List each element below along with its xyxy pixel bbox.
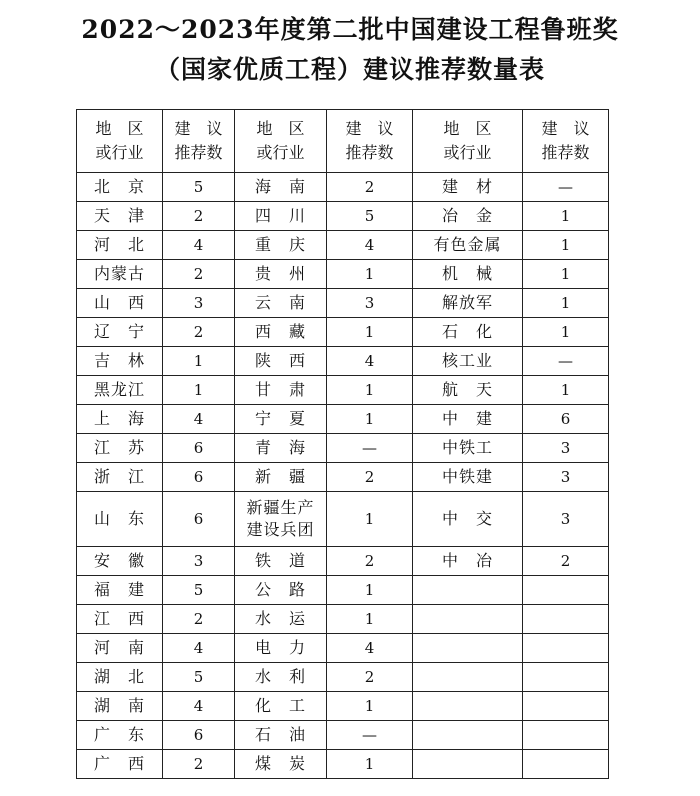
region-cell-line2: 建设兵团	[246, 520, 315, 539]
region-cell: 冶 金	[413, 202, 523, 231]
count-cell: 5	[163, 663, 235, 692]
count-cell: 2	[163, 260, 235, 289]
count-cell: 6	[163, 492, 235, 547]
header-region-line1: 地 区	[256, 119, 305, 138]
region-cell: 山 东	[77, 492, 163, 547]
count-cell: 2	[163, 202, 235, 231]
table-row	[77, 634, 609, 663]
region-cell: 内蒙古	[77, 260, 163, 289]
region-cell: 煤 炭	[235, 750, 327, 779]
header-count-line1: 建 议	[541, 119, 590, 138]
region-cell: 有色金属	[413, 231, 523, 260]
region-cell: 四 川	[235, 202, 327, 231]
header-count-line2: 推荐数	[541, 143, 590, 162]
count-cell: 1	[327, 260, 413, 289]
table-row	[77, 492, 609, 547]
count-cell: 6	[163, 463, 235, 492]
header-count	[163, 110, 235, 173]
region-cell: 陕 西	[235, 347, 327, 376]
count-cell: 3	[327, 289, 413, 318]
region-cell	[413, 692, 523, 721]
table-row	[77, 721, 609, 750]
table-row	[77, 347, 609, 376]
region-cell: 中 交	[413, 492, 523, 547]
table-row	[77, 663, 609, 692]
count-cell	[523, 634, 609, 663]
count-cell: 1	[523, 231, 609, 260]
count-cell: 2	[163, 318, 235, 347]
header-region	[413, 110, 523, 173]
count-cell: 5	[163, 576, 235, 605]
region-cell: 宁 夏	[235, 405, 327, 434]
region-cell: 河 北	[77, 231, 163, 260]
header-region	[77, 110, 163, 173]
count-cell: 3	[523, 463, 609, 492]
count-cell: —	[327, 434, 413, 463]
region-cell: 电 力	[235, 634, 327, 663]
region-cell: 中铁工	[413, 434, 523, 463]
region-cell: 北 京	[77, 173, 163, 202]
table-row	[77, 750, 609, 779]
count-cell: 4	[163, 692, 235, 721]
count-cell	[523, 576, 609, 605]
count-cell: 1	[327, 376, 413, 405]
table-header	[77, 110, 609, 173]
count-cell: 1	[327, 576, 413, 605]
region-cell: 海 南	[235, 173, 327, 202]
region-cell: 铁 道	[235, 547, 327, 576]
region-cell: 核工业	[413, 347, 523, 376]
region-cell	[413, 576, 523, 605]
region-cell: 山 西	[77, 289, 163, 318]
count-cell: 1	[163, 347, 235, 376]
region-cell: 公 路	[235, 576, 327, 605]
count-cell: 1	[327, 605, 413, 634]
count-cell: 4	[163, 634, 235, 663]
region-cell: 中铁建	[413, 463, 523, 492]
count-cell	[523, 692, 609, 721]
count-cell: —	[523, 347, 609, 376]
document-title-line2: （国家优质工程）建议推荐数量表	[154, 55, 545, 84]
table-row	[77, 173, 609, 202]
region-cell: 安 徽	[77, 547, 163, 576]
table-row	[77, 576, 609, 605]
header-count-line2: 推荐数	[174, 143, 223, 162]
table-row	[77, 405, 609, 434]
region-cell: 广 东	[77, 721, 163, 750]
region-cell: 广 西	[77, 750, 163, 779]
header-region-line1: 地 区	[443, 119, 492, 138]
header-count	[523, 110, 609, 173]
header-count-line1: 建 议	[345, 119, 394, 138]
region-cell: 机 械	[413, 260, 523, 289]
count-cell: 4	[327, 634, 413, 663]
region-cell: 重 庆	[235, 231, 327, 260]
document-title-line1: 2022～2023年度第二批中国建设工程鲁班奖	[81, 15, 619, 44]
count-cell: 2	[163, 750, 235, 779]
region-cell: 贵 州	[235, 260, 327, 289]
count-cell: 4	[163, 231, 235, 260]
count-cell: 4	[163, 405, 235, 434]
count-cell: 6	[523, 405, 609, 434]
region-cell	[413, 663, 523, 692]
region-cell	[413, 750, 523, 779]
region-cell: 黑龙江	[77, 376, 163, 405]
region-cell: 青 海	[235, 434, 327, 463]
table-body	[77, 173, 609, 779]
count-cell: 1	[327, 750, 413, 779]
header-row	[77, 110, 609, 173]
region-cell-line1: 新疆生产	[246, 498, 315, 517]
table-row	[77, 231, 609, 260]
region-cell: 水 运	[235, 605, 327, 634]
region-cell: 中 建	[413, 405, 523, 434]
count-cell: 1	[523, 260, 609, 289]
region-cell: 西 藏	[235, 318, 327, 347]
header-count-line1: 建 议	[174, 119, 223, 138]
region-cell: 建 材	[413, 173, 523, 202]
region-cell: 云 南	[235, 289, 327, 318]
region-cell: 石 油	[235, 721, 327, 750]
count-cell: 1	[163, 376, 235, 405]
count-cell: 1	[327, 492, 413, 547]
region-cell: 河 南	[77, 634, 163, 663]
region-cell: 化 工	[235, 692, 327, 721]
region-cell: 水 利	[235, 663, 327, 692]
count-cell: —	[523, 173, 609, 202]
count-cell: 6	[163, 721, 235, 750]
header-region-line1: 地 区	[95, 119, 144, 138]
count-cell	[523, 605, 609, 634]
region-cell: 甘 肃	[235, 376, 327, 405]
count-cell: 2	[327, 173, 413, 202]
region-cell: 江 苏	[77, 434, 163, 463]
region-cell: 石 化	[413, 318, 523, 347]
region-cell: 辽 宁	[77, 318, 163, 347]
region-cell: 浙 江	[77, 463, 163, 492]
count-cell: 6	[163, 434, 235, 463]
count-cell: 1	[523, 376, 609, 405]
header-count	[327, 110, 413, 173]
count-cell: 5	[327, 202, 413, 231]
table-row	[77, 202, 609, 231]
table-row	[77, 434, 609, 463]
table-row	[77, 260, 609, 289]
region-cell	[235, 492, 327, 547]
region-cell: 福 建	[77, 576, 163, 605]
region-cell: 新 疆	[235, 463, 327, 492]
count-cell	[523, 721, 609, 750]
table-row	[77, 692, 609, 721]
count-cell: 1	[523, 318, 609, 347]
count-cell: 3	[163, 289, 235, 318]
table-row	[77, 605, 609, 634]
count-cell: 1	[327, 405, 413, 434]
count-cell: 1	[327, 318, 413, 347]
count-cell	[523, 750, 609, 779]
table-row	[77, 547, 609, 576]
region-cell	[413, 634, 523, 663]
region-cell: 湖 北	[77, 663, 163, 692]
count-cell: 1	[523, 289, 609, 318]
header-region-line2: 或行业	[443, 143, 492, 162]
table-row	[77, 376, 609, 405]
count-cell: 1	[523, 202, 609, 231]
header-region-line2: 或行业	[256, 143, 305, 162]
count-cell	[523, 663, 609, 692]
region-cell	[413, 721, 523, 750]
header-count-line2: 推荐数	[345, 143, 394, 162]
region-cell: 航 天	[413, 376, 523, 405]
region-cell	[413, 605, 523, 634]
region-cell: 上 海	[77, 405, 163, 434]
table-row	[77, 318, 609, 347]
header-region-line2: 或行业	[95, 143, 144, 162]
count-cell: 3	[523, 492, 609, 547]
recommendation-table	[76, 109, 609, 779]
count-cell: 4	[327, 231, 413, 260]
count-cell: —	[327, 721, 413, 750]
count-cell: 2	[327, 463, 413, 492]
count-cell: 3	[523, 434, 609, 463]
header-region	[235, 110, 327, 173]
count-cell: 2	[523, 547, 609, 576]
region-cell: 天 津	[77, 202, 163, 231]
count-cell: 1	[327, 692, 413, 721]
region-cell: 吉 林	[77, 347, 163, 376]
table-row	[77, 289, 609, 318]
count-cell: 3	[163, 547, 235, 576]
region-cell: 湖 南	[77, 692, 163, 721]
count-cell: 5	[163, 173, 235, 202]
region-cell: 解放军	[413, 289, 523, 318]
table-row	[77, 463, 609, 492]
region-cell: 中 冶	[413, 547, 523, 576]
region-cell: 江 西	[77, 605, 163, 634]
count-cell: 2	[163, 605, 235, 634]
count-cell: 4	[327, 347, 413, 376]
count-cell: 2	[327, 547, 413, 576]
count-cell: 2	[327, 663, 413, 692]
